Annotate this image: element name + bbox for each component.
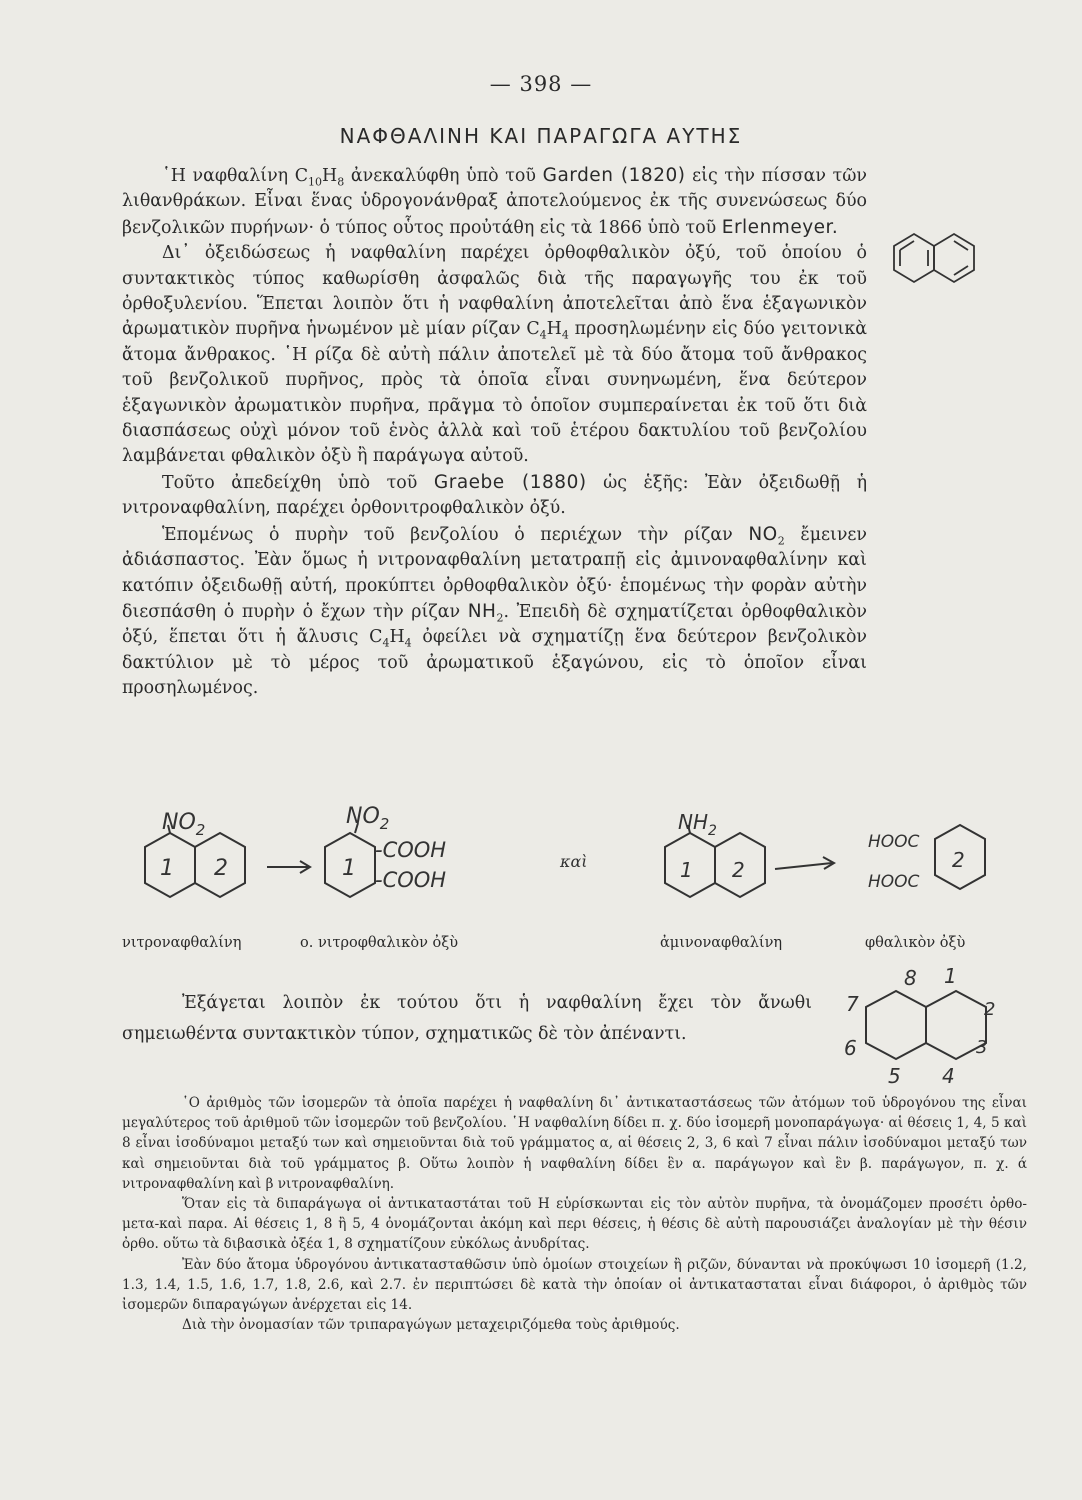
no2-label-a: $NO_2$: [162, 810, 206, 839]
position-4: 4: [942, 1064, 955, 1088]
position-8: 8: [904, 966, 917, 990]
ring-number-4: 1: [680, 858, 693, 882]
ring-number-2: 2: [214, 856, 228, 881]
arrow-2: [775, 863, 832, 869]
position-1: 1: [944, 965, 957, 988]
naphthalene-structure-icon: [888, 228, 978, 298]
label-aminonaphthalene: ἀμινοναφθαλίνη: [660, 935, 783, 951]
note-1: ῾Ο ἀριθμὸς τῶν ἰσομερῶν τὰ ὁποῖα παρέχει ἡ ναφθαλίνη δι᾿ ἀντικαταστάσεως τῶν ἀτόμων τοῦ ὑδρογόνου της εἶναι μεγαλύτερος τοῦ ἀριθμοῦ τῶν ἰσομερῶν τοῦ βενζολίου. ῾Η ναφθαλίνη δίδει π. χ. δύο ἰσομερῆ μονοπαράγωγα· αἱ θέσεις 1, 4, 5 καὶ 8 εἶναι ἰσοδύναμοι μεταξύ των καὶ σημειοῦνται διὰ τοῦ γράμματος α, αἱ θέσεις 2, 3, 6 καὶ 7 εἶναι πάλιν ἰσοδύναμοι μεταξύ των καὶ σημειοῦνται διὰ τοῦ γράμματος β. Οὕτω λοιπὸν ἡ ναφθαλίνη δίδει ἓν α. παράγωγον καὶ ἓν β. παράγωγον, π. χ. ά νιτροναφθαλίνη καὶ β νιτροναφθαλίνη.: [122, 1095, 1027, 1192]
note-3: Ἐὰν δύο ἄτομα ὑδρογόνου ἀντικατασταθῶσιν ὑπὸ ὁμοίων στοιχείων ἢ ριζῶν, δύνανται νὰ προκύψωσι 10 ἰσομερῆ (1.2, 1.3, 1.4, 1.5, 1.6, 1.7, 1.8, 2.6, καὶ 2.7. ἐν περιπτώσει δὲ κατὰ τὴν ὁποίαν οἱ ἀντικατασταται εἶναι διάφοροι, ὁ ἀριθμὸς τῶν ἰσομερῶν διπαραγώγων ἀνέρχεται εἰς 14.: [122, 1256, 1027, 1314]
hooc-group-1: HOOC: [868, 832, 920, 852]
position-2: 2: [984, 999, 996, 1020]
position-6: 6: [844, 1036, 857, 1060]
ring-number-5: 2: [732, 858, 745, 882]
position-5: 5: [888, 1064, 901, 1088]
label-nitronaphthalene: νιτροναφθαλίνη: [122, 935, 242, 951]
note-4: Διὰ τὴν ὀνομασίαν τῶν τριπαραγώγων μεταχειριζόμεθα τοὺς ἀριθμούς.: [182, 1317, 680, 1334]
cooh-group-1: -COOH: [375, 838, 447, 862]
position-3: 3: [976, 1037, 988, 1058]
paragraph-3: Τοῦτο ἀπεδείχθη ὑπὸ τοῦ Graebe (1880) ὡς ἑξῆς: Ἐὰν ὀξειδωθῇ ἡ νιτροναφθαλίνη, παρέχει ὀρθονιτροφθαλικὸν ὀξύ.: [122, 471, 868, 519]
note-2: Ὅταν εἰς τὰ διπαράγωγα οἱ ἀντικαταστάται τοῦ Η εὑρίσκωνται εἰς τὸν αὐτὸν πυρῆνα, τὰ ὀνομάζομεν προσέτι ὀρθο-μετα-καὶ παρα. Αἱ θέσεις 1, 8 ἢ 5, 4 ὀνομάζονται ἀκόμη καὶ περι θέσεις, ἡ θέσις δὲ αὐτὴ παρουσιάζει ἀναλογίαν μὲ τὴν θέσιν ὀρθο. οὕτω τὰ διβασικὰ ὀξέα 1, 8 σχηματίζουν εὐκόλως ἀνυδρίτας.: [122, 1196, 1027, 1253]
footnotes: [122, 1093, 1027, 1335]
paragraph-4: Ἑπομένως ὁ πυρὴν τοῦ βενζολίου ὁ περιέχων τὴν ρίζαν $NO_2$ ἔμεινεν ἀδιάσπαστος. Ἐὰν ὅμως ἡ νιτροναφθαλίνη μετατραπῇ εἰς ἀμινοναφθαλίνην καὶ κατόπιν ὀξειδωθῇ αὐτή, προκύπτει ὀρθοφθαλικὸν ὀξύ· ἑπομένως τὴν φορὰν αὐτὴν διεσπάσθη ὁ πυρὴν ὁ ἔχων τὴν ρίζαν $NH_2$. Ἐπειδὴ δὲ σχηματίζεται ὀρθοφθαλικὸν ὀξύ, ἕπεται ὅτι ἡ ἄλυσις $C_4H_4$ ὀφείλει νὰ σχηματίζῃ ἕνα δεύτερον βενζολικὸν δακτύλιον μὲ τὸ μέρος τοῦ ἀρωματικοῦ ἑξαγώνου, εἰς τὸ ὁποῖον εἶναι προσηλωμένος.: [122, 523, 867, 699]
main-text: [122, 163, 867, 702]
hooc-group-2: HOOC: [868, 872, 920, 892]
nh2-label: $NH_2$: [678, 810, 717, 839]
position-7: 7: [846, 992, 859, 1016]
cooh-group-2: -COOH: [375, 868, 447, 892]
paragraph-1: ῾Η ναφθαλίνη $C_{10}H_8$ ἀνεκαλύφθη ὑπὸ τοῦ Garden (1820) εἰς τὴν πίσσαν τῶν λιθανθράκων. Εἶναι ἕνας ὑδρογονάνθραξ ἀποτελούμενος ἐκ τῆς συνενώσεως δύο βενζολικῶν πυρήνων· ὁ τύπος οὗτος προὐτάθη εἰς τὰ 1866 ὑπὸ τοῦ Erlenmeyer.: [122, 165, 867, 238]
label-nitrophthalic: ο. νιτροφθαλικὸν ὀξὺ: [300, 935, 459, 951]
numbered-naphthalene: [836, 965, 1006, 1090]
paragraph-2: Δι᾿ ὀξειδώσεως ἡ ναφθαλίνη παρέχει ὀρθοφθαλικὸν ὀξύ, τοῦ ὁποίου ὁ συντακτικὸς τύπος καθωρίσθη ἀσφαλῶς διὰ τῆς παραγωγῆς του ἐκ τοῦ ὀρθοξυλενίου. Ἕπεται λοιπὸν ὅτι ἡ ναφθαλίνη ἀποτελεῖται ἀπὸ ἕνα ἑξαγωνικὸν ἀρωματικὸν πυρῆνα ἡνωμένον μὲ μίαν ρίζαν $C_4H_4$ προσηλωμένην εἰς δύο γειτονικὰ ἄτομα ἄνθρακος. ῾Η ρίζα δὲ αὐτὴ πάλιν ἀποτελεῖ μὲ τὰ δύο ἄτομα τοῦ ἄνθρακος τοῦ βενζολικοῦ πυρῆνος, πρὸς τὰ ὁποῖα εἶναι συνηνωμένη, ἕνα δεύτερον ἑξαγωνικὸν ἀρωματικὸν πυρῆνα, πρᾶγμα τὸ ὁποῖον συμπεραίνεται ἐκ τοῦ ὅτι διὰ διασπάσεως οὐχὶ μόνον τοῦ ἑνὸς ἀλλὰ καὶ τοῦ ἑτέρου δακτυλίου τοῦ βενζολίου λαμβάνεται φθαλικὸν ὀξὺ ἢ παράγωγα αὐτοῦ.: [122, 243, 867, 467]
page-title: ΝΑΦΘΑΛΙΝΗ ΚΑΙ ΠΑΡΑΓΩΓΑ ΑΥΤΗΣ: [339, 124, 743, 148]
ring-number-1: 1: [160, 856, 174, 881]
page-number: — 398 —: [489, 72, 593, 96]
ring-number-3: 1: [342, 856, 356, 881]
conclusion-text: Ἐξάγεται λοιπὸν ἐκ τούτου ὅτι ἡ ναφθαλίνη ἔχει τὸν ἄνωθι σημειωθέντα συντακτικὸν τύπον, σχηματικῶς δὲ τὸν ἀπέναντι.: [122, 993, 812, 1044]
ring-number-6: 2: [952, 848, 965, 872]
label-phthalic: φθαλικὸν ὀξὺ: [865, 935, 966, 951]
reaction-scheme: [120, 805, 990, 955]
no2-label-b: $NO_2$: [346, 805, 390, 833]
and-word: καὶ: [560, 852, 588, 871]
